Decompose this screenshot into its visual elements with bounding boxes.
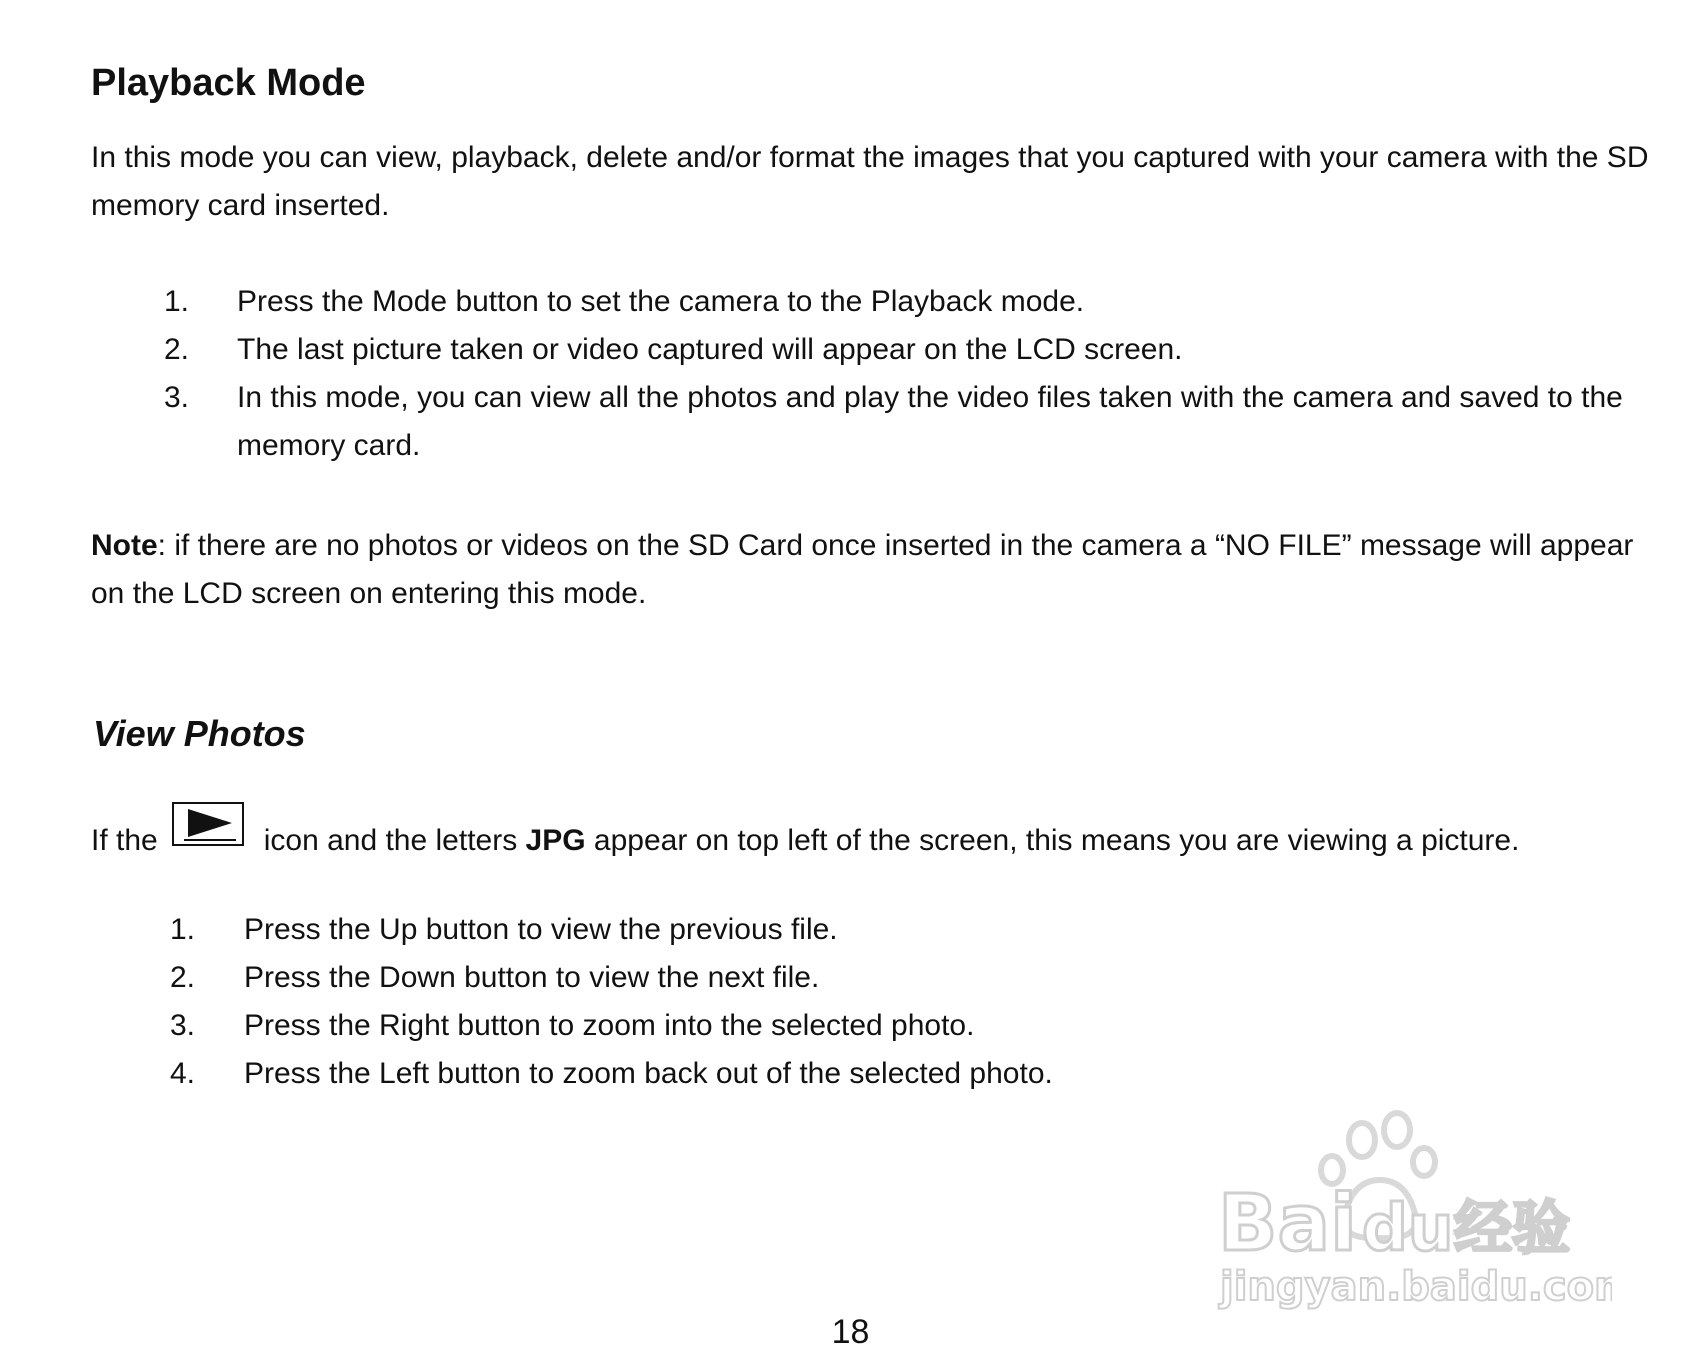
baidu-paw-logo-icon	[1212, 1110, 1612, 1310]
jpg-label: JPG	[525, 824, 586, 857]
list-item	[170, 1002, 1666, 1050]
list-number: 3.	[170, 1009, 196, 1042]
note-paragraph	[91, 522, 1666, 618]
play-icon	[172, 802, 244, 846]
intro-paragraph: In this mode you can view, playback, delete and/or format the images that you captured with your camera with the SD memory card inserted.	[91, 141, 1649, 222]
list-number: 4.	[170, 1057, 196, 1090]
list-number: 2.	[164, 333, 190, 366]
list-text: In this mode, you can view all the photos and play the video files taken with the camera and saved to the memory card.	[237, 381, 1623, 462]
svg-text:经验: 经验	[1454, 1194, 1571, 1262]
list-item	[164, 326, 1666, 374]
list-item	[164, 278, 1666, 326]
icon-line-before: If the	[91, 824, 158, 857]
note-label: Note	[91, 529, 158, 562]
baidu-watermark	[1212, 1110, 1612, 1310]
list-number: 3.	[164, 381, 190, 414]
list-number: 2.	[170, 961, 196, 994]
icon-line-middle: icon and the letters	[263, 824, 526, 857]
svg-text:du: du	[1362, 1192, 1454, 1266]
svg-text:jingyan.baidu.com: jingyan.baidu.com	[1220, 1264, 1612, 1310]
playback-steps-list	[164, 278, 1666, 470]
list-item	[170, 1050, 1666, 1098]
list-text: The last picture taken or video captured will appear on the LCD screen.	[237, 333, 1183, 366]
icon-explanation-paragraph	[91, 812, 1666, 865]
section-heading: Playback Mode	[91, 62, 366, 104]
list-text: Press the Up button to view the previous file.	[244, 913, 838, 946]
list-item	[164, 374, 1666, 470]
list-item	[170, 906, 1666, 954]
svg-text:Bai: Bai	[1218, 1179, 1357, 1269]
list-number: 1.	[170, 913, 196, 946]
icon-line-after: appear on top left of the screen, this means you are viewing a picture.	[585, 824, 1520, 857]
view-steps-list	[170, 906, 1666, 1098]
list-text: Press the Left button to zoom back out of the selected photo.	[244, 1057, 1053, 1090]
list-text: Press the Mode button to set the camera to the Playback mode.	[237, 285, 1085, 318]
sub-heading: View Photos	[93, 713, 306, 754]
page-number: 18	[831, 1313, 870, 1351]
list-item	[170, 954, 1666, 1002]
list-text: Press the Right button to zoom into the selected photo.	[244, 1009, 975, 1042]
note-text: : if there are no photos or videos on the SD Card once inserted in the camera a “NO FILE” message will appear on the LCD screen on entering this mode.	[91, 529, 1634, 610]
list-text: Press the Down button to view the next file.	[244, 961, 820, 994]
list-number: 1.	[164, 285, 190, 318]
